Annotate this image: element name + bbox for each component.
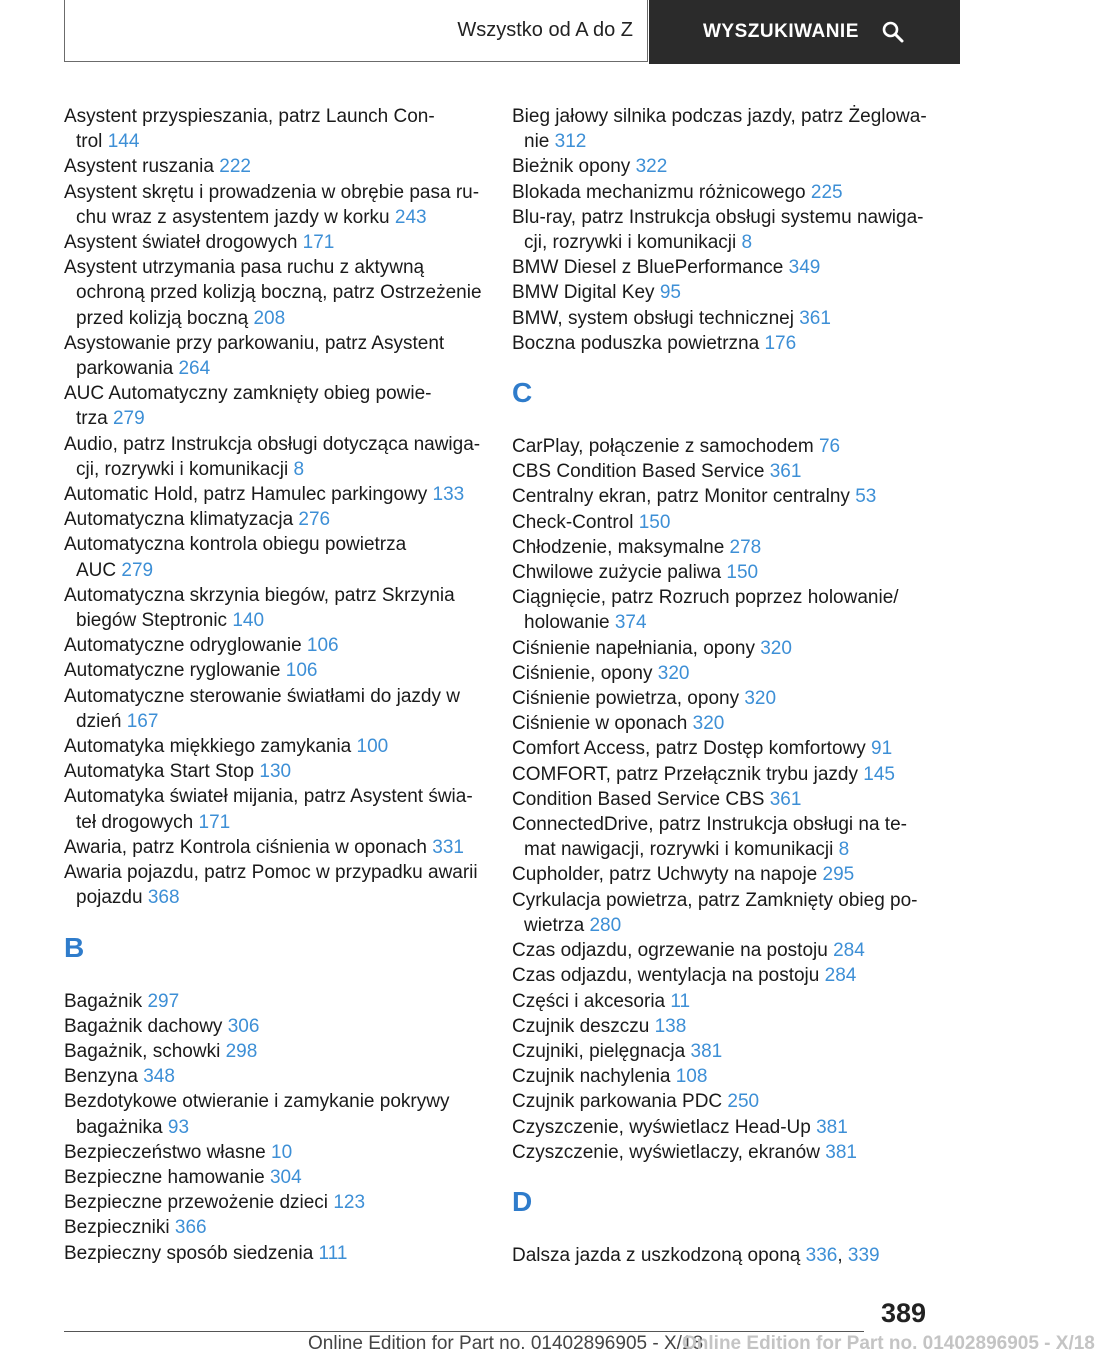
page-link[interactable]: 374 bbox=[614, 612, 647, 634]
index-entry-text: AUC Automatyczny zamknięty obieg powie- bbox=[64, 383, 432, 405]
section-letter: B bbox=[64, 931, 85, 963]
index-entry bbox=[64, 583, 484, 633]
page-link[interactable]: 368 bbox=[147, 887, 180, 909]
index-entry-text: Automatic Hold, patrz Hamulec parkingowy bbox=[64, 484, 433, 506]
index-entry-text: teł drogowych bbox=[76, 811, 199, 833]
tab-a-to-z[interactable] bbox=[64, 0, 648, 62]
footer-edition-text: Online Edition for Part no. 01402896905 - X/18 bbox=[308, 1333, 704, 1354]
index-entry-text: nie bbox=[524, 131, 555, 153]
page-link[interactable]: 8 bbox=[293, 458, 305, 480]
index-entry bbox=[512, 560, 932, 585]
index-entry-text: przed kolizją boczną bbox=[76, 307, 254, 329]
watermark: Online Edition for Part no. 01402896905 - X/18 bbox=[682, 1333, 1095, 1354]
page-link[interactable]: 339 bbox=[847, 1244, 880, 1266]
index-entry-text: Chłodzenie, maksymalne bbox=[512, 536, 730, 558]
index-entry-text: Ciśnienie w oponach bbox=[512, 713, 693, 735]
index-entry bbox=[64, 1140, 484, 1165]
index-entry bbox=[512, 255, 932, 280]
index-entry-text: Części i akcesoria bbox=[512, 990, 671, 1012]
index-entry bbox=[512, 585, 932, 635]
index-entry-text: Asystent ruszania bbox=[64, 156, 220, 178]
index-entry-text: Bezpieczniki bbox=[64, 1217, 175, 1239]
page-link[interactable]: 95 bbox=[659, 282, 681, 304]
index-entry bbox=[64, 860, 484, 910]
page-link[interactable]: 336 bbox=[805, 1244, 838, 1266]
index-entry bbox=[512, 862, 932, 887]
page-link[interactable]: 144 bbox=[107, 131, 140, 153]
index-entry-text: Automatyka Start Stop bbox=[64, 761, 260, 783]
page-link[interactable]: 366 bbox=[174, 1217, 207, 1239]
index-entry bbox=[64, 532, 484, 582]
index-entry-text: Chwilowe zużycie paliwa bbox=[512, 562, 727, 584]
index-entry bbox=[512, 280, 932, 305]
index-entry bbox=[512, 104, 932, 154]
index-entry bbox=[512, 1039, 932, 1064]
index-entry-text: Condition Based Service CBS bbox=[512, 788, 770, 810]
index-entry-text: Blokada mechanizmu różnicowego bbox=[512, 181, 811, 203]
index-entry bbox=[512, 180, 932, 205]
index-entry bbox=[64, 482, 484, 507]
page-link[interactable]: 361 bbox=[769, 461, 802, 483]
index-entry bbox=[512, 1064, 932, 1089]
page-link[interactable]: 176 bbox=[764, 332, 797, 354]
index-entry bbox=[64, 1039, 484, 1064]
top-navigation bbox=[64, 0, 960, 64]
index-entry-text: chu wraz z asystentem jazdy w korku bbox=[76, 206, 395, 228]
index-entry bbox=[512, 1140, 932, 1165]
footer-divider bbox=[64, 1331, 864, 1332]
index-entry-text: Asystent świateł drogowych bbox=[64, 232, 303, 254]
page-link[interactable]: 53 bbox=[855, 486, 877, 508]
index-entry bbox=[512, 154, 932, 179]
index-entry-text: Automatyczne sterowanie światłami do jazdy w bbox=[64, 685, 461, 707]
index-entry-text: Bagażnik, schowki bbox=[64, 1040, 226, 1062]
index-entry-text: Ciśnienie powietrza, opony bbox=[512, 688, 745, 710]
index-entry bbox=[512, 762, 932, 787]
index-entry-text: Automatyczne ryglowanie bbox=[64, 660, 286, 682]
page-link[interactable]: 8 bbox=[838, 839, 850, 861]
page-link[interactable]: 150 bbox=[726, 562, 759, 584]
index-entry-text: Czujnik deszczu bbox=[512, 1015, 655, 1037]
page-link[interactable]: 208 bbox=[253, 307, 286, 329]
section-letter: C bbox=[512, 377, 533, 409]
index-entry-text: Ciągnięcie, patrz Rozruch poprzez holowanie/ bbox=[512, 587, 899, 609]
index-entry-text: trza bbox=[76, 408, 113, 430]
index-entry bbox=[512, 736, 932, 761]
index-entry bbox=[512, 686, 932, 711]
index-entry-text: Bagażnik dachowy bbox=[64, 1015, 228, 1037]
page-link[interactable]: 222 bbox=[219, 156, 251, 178]
page-link[interactable]: 320 bbox=[657, 662, 690, 684]
index-entry bbox=[64, 180, 484, 230]
index-entry bbox=[64, 989, 484, 1014]
index-entry-text: Automatyczne odryglowanie bbox=[64, 635, 307, 657]
index-entry-text: BMW Digital Key bbox=[512, 282, 660, 304]
page-link[interactable]: 145 bbox=[863, 763, 895, 785]
section-letter: D bbox=[512, 1185, 533, 1217]
index-entry-text: Asystent przyspieszania, patrz Launch Con- bbox=[64, 106, 435, 127]
index-entry-text: Czujniki, pielęgnacja bbox=[512, 1040, 691, 1062]
page-link[interactable]: 279 bbox=[112, 408, 145, 430]
index-entry-text: Ciśnienie napełniania, opony bbox=[512, 637, 761, 659]
page-link[interactable]: 140 bbox=[232, 610, 265, 632]
page-link[interactable]: 320 bbox=[760, 637, 792, 659]
page-link[interactable]: 331 bbox=[432, 836, 464, 858]
index-entry-text: cji, rozrywki i komunikacji bbox=[76, 458, 294, 480]
index-entry bbox=[64, 507, 484, 532]
index-entry-text: biegów Steptronic bbox=[76, 610, 233, 632]
page-link[interactable]: 295 bbox=[822, 864, 855, 886]
page-link[interactable]: 8 bbox=[741, 232, 753, 254]
index-entry bbox=[64, 1089, 484, 1139]
index-entry-text: ConnectedDrive, patrz Instrukcja obsługi na te- bbox=[512, 814, 907, 836]
index-entry-text: Czyszczenie, wyświetlacz Head-Up bbox=[512, 1116, 817, 1138]
index-entry bbox=[64, 381, 484, 431]
page-number: 389 bbox=[880, 1298, 926, 1328]
index-entry bbox=[512, 306, 932, 331]
index-entry-text: cji, rozrywki i komunikacji bbox=[524, 232, 742, 254]
index-entry-text: Czujnik parkowania PDC bbox=[512, 1091, 728, 1113]
page-link[interactable]: 171 bbox=[198, 811, 231, 833]
page-link[interactable]: 312 bbox=[554, 131, 587, 153]
index-entry-text: Automatyka miękkiego zamykania bbox=[64, 736, 357, 758]
index-entry-text: Audio, patrz Instrukcja obsługi dotycząca nawiga- bbox=[64, 433, 481, 455]
page-link[interactable]: 11 bbox=[670, 990, 691, 1012]
page-link[interactable]: 10 bbox=[271, 1141, 293, 1163]
index-entry bbox=[512, 812, 932, 862]
page-link[interactable]: 171 bbox=[302, 232, 335, 254]
page-link[interactable]: 322 bbox=[635, 156, 668, 178]
index-entry bbox=[512, 331, 932, 356]
index-entry-text: Cupholder, patrz Uchwyty na napoje bbox=[512, 864, 823, 886]
index-entry-text: BMW Diesel z BluePerformance bbox=[512, 257, 789, 279]
index-entry-text: Bieżnik opony bbox=[512, 156, 636, 178]
search-button[interactable] bbox=[649, 0, 960, 64]
page-link[interactable]: 361 bbox=[769, 788, 802, 810]
index-entry: Dalsza jazda z uszkodzoną oponą 336, 339 bbox=[512, 1244, 880, 1266]
index-entry-text: dzień bbox=[76, 710, 127, 732]
index-entry-text: Czyszczenie, wyświetlaczy, ekranów bbox=[512, 1141, 826, 1163]
index-entry-text: Ciśnienie, opony bbox=[512, 662, 658, 684]
index-entry bbox=[64, 331, 484, 381]
index-entry bbox=[64, 1215, 484, 1240]
index-entry bbox=[64, 784, 484, 834]
index-entry bbox=[64, 633, 484, 658]
index-entry-text: trol bbox=[76, 131, 108, 153]
page-link[interactable]: 138 bbox=[654, 1015, 687, 1037]
index-entry-text: bagażnika bbox=[76, 1116, 168, 1138]
page-link[interactable]: 250 bbox=[727, 1091, 760, 1113]
index-entry-text: Comfort Access, patrz Dostęp komfortowy bbox=[512, 738, 872, 760]
index-column-right bbox=[512, 104, 932, 1268]
index-entry bbox=[512, 205, 932, 255]
index-entry bbox=[64, 104, 484, 154]
index-entry bbox=[512, 484, 932, 509]
page-link[interactable]: 298 bbox=[225, 1040, 258, 1062]
page-link[interactable]: 280 bbox=[589, 914, 622, 936]
page-link[interactable]: 381 bbox=[816, 1116, 848, 1138]
index-entry-text: Czas odjazdu, ogrzewanie na postoju bbox=[512, 940, 834, 962]
index-entry bbox=[64, 1165, 484, 1190]
index-entry-text: CarPlay, połączenie z samochodem bbox=[512, 436, 819, 458]
page-link[interactable]: 225 bbox=[810, 181, 843, 203]
index-entry bbox=[512, 510, 932, 535]
page-link[interactable]: 91 bbox=[871, 738, 893, 760]
page-link[interactable]: 381 bbox=[825, 1141, 857, 1163]
index-entry-text: BMW, system obsługi technicznej bbox=[512, 307, 800, 329]
index-entry bbox=[64, 432, 484, 482]
index-entry bbox=[512, 535, 932, 560]
page-link[interactable]: 93 bbox=[167, 1116, 190, 1138]
page-link[interactable]: 320 bbox=[692, 713, 725, 735]
index-entry bbox=[512, 711, 932, 736]
index-entry-text: Asystent utrzymania pasa ruchu z aktywną bbox=[64, 257, 425, 279]
index-entry bbox=[64, 1064, 484, 1089]
page-link[interactable]: 284 bbox=[833, 940, 865, 962]
index-column-left bbox=[64, 104, 484, 1266]
page-link[interactable]: 108 bbox=[675, 1066, 708, 1088]
index-entry bbox=[64, 154, 484, 179]
index-entry bbox=[512, 963, 932, 988]
page-link[interactable]: 381 bbox=[690, 1040, 723, 1062]
page-link[interactable]: 297 bbox=[147, 990, 180, 1012]
index-entry-text: Awaria, patrz Kontrola ciśnienia w oponach bbox=[64, 836, 433, 858]
page-link[interactable]: 100 bbox=[356, 736, 389, 758]
page-link[interactable]: 133 bbox=[432, 484, 465, 506]
index-entry bbox=[64, 255, 484, 331]
index-entry bbox=[64, 1241, 484, 1266]
index-entry-text: Check-Control bbox=[512, 511, 639, 533]
index-entry bbox=[64, 1190, 484, 1215]
page-link[interactable]: 276 bbox=[298, 509, 331, 531]
page-link[interactable]: 106 bbox=[306, 635, 339, 657]
index-entry bbox=[64, 658, 484, 683]
page-link[interactable]: 123 bbox=[333, 1192, 366, 1214]
page-link[interactable]: 167 bbox=[126, 710, 159, 732]
index-entry bbox=[512, 938, 932, 963]
index-entry-text: Automatyczna skrzynia biegów, patrz Skrzynia bbox=[64, 584, 455, 606]
page-link[interactable]: 279 bbox=[121, 559, 154, 581]
page-link[interactable]: 349 bbox=[788, 257, 821, 279]
index-entry-text: CBS Condition Based Service bbox=[512, 461, 770, 483]
index-entry-text: Bezpieczne przewożenie dzieci bbox=[64, 1192, 334, 1214]
index-entry-text: Bezpieczne hamowanie bbox=[64, 1166, 270, 1188]
index-entry-text: Czas odjazdu, wentylacja na postoju bbox=[512, 965, 825, 987]
index-entry-text: Centralny ekran, patrz Monitor centralny bbox=[512, 486, 856, 508]
page-link[interactable]: 284 bbox=[824, 965, 857, 987]
index-entry-text: Bezdotykowe otwieranie i zamykanie pokrywy bbox=[64, 1091, 450, 1113]
page-link[interactable]: 76 bbox=[818, 436, 841, 458]
index-entry-text: Benzyna bbox=[64, 1066, 144, 1088]
search-icon bbox=[881, 20, 905, 44]
index-entry-text: Boczna poduszka powietrzna bbox=[512, 332, 765, 354]
index-entry-text: AUC bbox=[76, 559, 122, 581]
page-link[interactable]: 264 bbox=[178, 358, 211, 380]
index-entry-text: Bezpieczeństwo własne bbox=[64, 1141, 271, 1163]
index-entry bbox=[512, 661, 932, 686]
index-entry bbox=[512, 888, 932, 938]
index-entry-text: Blu-ray, patrz Instrukcja obsługi systemu nawiga- bbox=[512, 206, 924, 228]
index-entry-text: holowanie bbox=[524, 612, 615, 634]
index-entry-text: Czujnik nachylenia bbox=[512, 1066, 676, 1088]
page-link[interactable]: 304 bbox=[269, 1166, 302, 1188]
index-entry bbox=[512, 459, 932, 484]
index-entry bbox=[512, 1014, 932, 1039]
page-link[interactable]: 130 bbox=[259, 761, 292, 783]
index-entry-text: mat nawigacji, rozrywki i komunikacji bbox=[524, 839, 839, 861]
page-link[interactable]: 320 bbox=[744, 688, 777, 710]
index-entry bbox=[64, 684, 484, 734]
index-entry-text: Bieg jałowy silnika podczas jazdy, patrz Żeglowa- bbox=[512, 106, 927, 127]
index-entry-text: Dalsza jazda z uszkodzoną oponą bbox=[512, 1244, 806, 1266]
index-entry bbox=[64, 759, 484, 784]
index-entry-text: parkowania bbox=[76, 358, 179, 380]
index-entry bbox=[64, 734, 484, 759]
tab-a-to-z-label: Wszystko od A do Z bbox=[457, 19, 633, 41]
index-entry-text: Automatyczna klimatyzacja bbox=[64, 509, 299, 531]
page-link[interactable]: 306 bbox=[227, 1015, 260, 1037]
index-entry-text: Automatyczna kontrola obiegu powietrza bbox=[64, 534, 407, 556]
index-entry-text: Bagażnik bbox=[64, 990, 148, 1012]
index-entry-text: Cyrkulacja powietrza, patrz Zamknięty obieg po- bbox=[512, 889, 918, 911]
index-entry-text: Asystowanie przy parkowaniu, patrz Asystent bbox=[64, 332, 445, 354]
search-label: WYSZUKIWANIE bbox=[703, 21, 859, 42]
index-entry bbox=[512, 1115, 932, 1140]
index-entry bbox=[512, 787, 932, 812]
index-entry bbox=[512, 1089, 932, 1114]
index-entry-text: pojazdu bbox=[76, 887, 148, 909]
index-entry-text: wietrza bbox=[524, 914, 590, 936]
index-entry bbox=[512, 636, 932, 661]
index-entry bbox=[64, 835, 484, 860]
page-link[interactable]: 150 bbox=[638, 511, 671, 533]
index-entry-text: Automatyka świateł mijania, patrz Asystent świa- bbox=[64, 786, 473, 808]
index-entry-text: Bezpieczny sposób siedzenia bbox=[64, 1242, 319, 1264]
page-link[interactable]: 106 bbox=[285, 660, 318, 682]
index-entry bbox=[64, 1014, 484, 1039]
page-link[interactable]: 348 bbox=[143, 1066, 175, 1088]
index-entry bbox=[512, 434, 932, 459]
page-link[interactable]: 243 bbox=[394, 206, 427, 228]
index-entry bbox=[512, 989, 932, 1014]
index-entry-text: COMFORT, patrz Przełącznik trybu jazdy bbox=[512, 763, 864, 785]
page-link[interactable]: 111 bbox=[318, 1242, 348, 1264]
page-link[interactable]: 278 bbox=[729, 536, 762, 558]
page-link[interactable]: 361 bbox=[799, 307, 831, 329]
index-entry bbox=[64, 230, 484, 255]
index-entry-text: ochroną przed kolizją boczną, patrz Ostrzeżenie bbox=[76, 282, 482, 304]
index-entry-text: Asystent skrętu i prowadzenia w obrębie pasa ru- bbox=[64, 181, 480, 203]
index-entry-text: Awaria pojazdu, patrz Pomoc w przypadku awarii bbox=[64, 862, 478, 884]
